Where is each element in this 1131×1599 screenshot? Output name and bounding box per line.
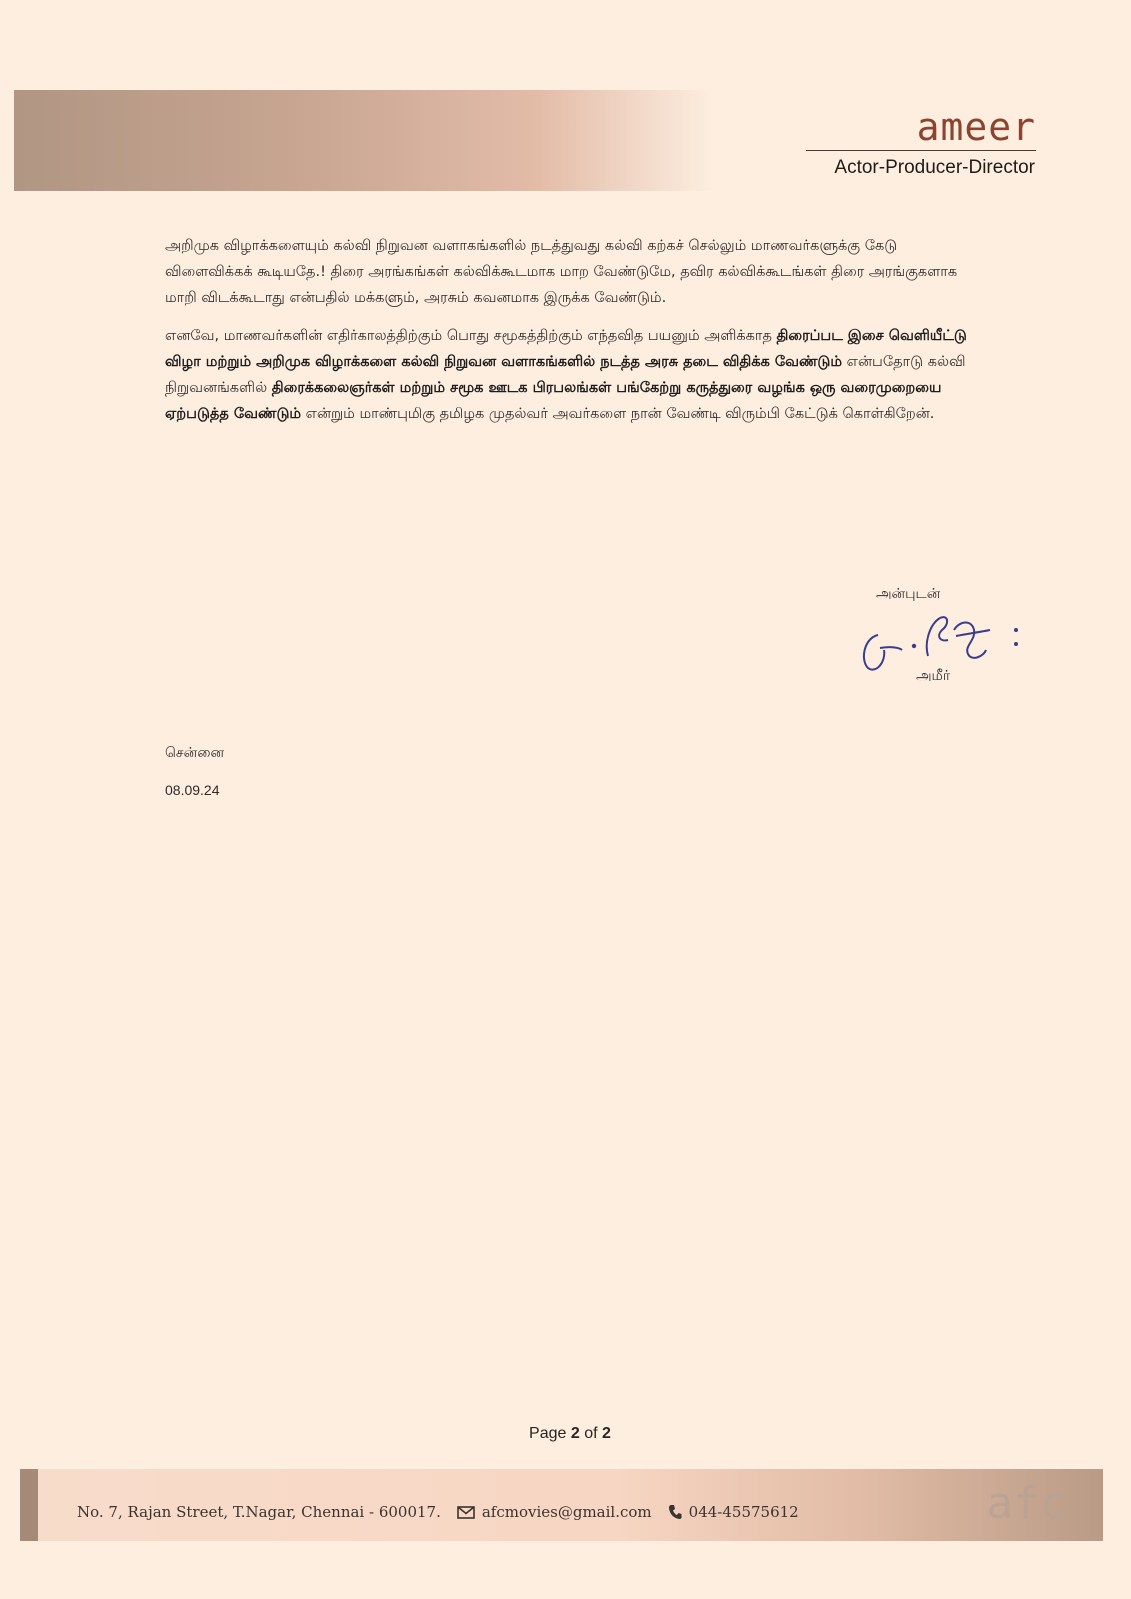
paragraph-2-text: என்பதோடு கல்வி நிறுவனங்களில்: [165, 354, 966, 396]
brand-divider: [806, 150, 1036, 151]
phone-icon: [668, 1504, 682, 1520]
signature: [856, 610, 1046, 685]
paragraph-2-emphasis: திரைக்கலைஞர்கள் மற்றும் சமூக ஊடக பிரபலங்கள் பங்கேற்று கருத்துரை வழங்க ஒரு வரைமுறையை ஏற்படுத்த வேண்டும்: [165, 380, 942, 422]
footer-tab: [20, 1469, 38, 1541]
page-current: 2: [570, 1425, 580, 1442]
footer-phone[interactable]: 044-45575612: [688, 1503, 799, 1521]
date: 08.09.24: [165, 782, 220, 798]
footer-email[interactable]: afcmovies@gmail.com: [481, 1503, 652, 1521]
footer-contact: [77, 1500, 799, 1524]
page-label: Page: [529, 1425, 567, 1442]
page-total: 2: [602, 1425, 611, 1442]
brand-tagline: Actor-Producer-Director: [834, 157, 1035, 178]
envelope-icon: [457, 1506, 475, 1519]
place: சென்னை: [165, 745, 225, 761]
closing-salutation: அன்புடன்: [876, 586, 941, 602]
signer-name: அமீர்: [916, 668, 951, 684]
footer-address: No. 7, Rajan Street, T.Nagar, Chennai - 600017.: [77, 1503, 441, 1521]
header-band: [14, 90, 714, 191]
letter-body: [165, 233, 980, 439]
page-of: of: [584, 1425, 598, 1442]
paragraph-1: அறிமுக விழாக்களையும் கல்வி நிறுவன வளாகங்களில் நடத்துவது கல்வி கற்கச் செல்லும் மாணவர்களுக்கு கேடு விளைவிக்கக் கூடியதே.! திரை அரங்கங்கள் கல்விக்கூடமாக மாற வேண்டுமே, தவிர கல்விக்கூடங்கள் திரை அரங்குகளாக மாறி விடக்கூடாது என்பதில் மக்களும், அரசும் கவனமாக இருக்க வேண்டும்.: [165, 238, 958, 306]
paragraph-2: [165, 323, 980, 427]
footer-logo: afc: [986, 1478, 1066, 1529]
page-number: [490, 1425, 650, 1443]
brand-name: ameer: [916, 105, 1036, 149]
paragraph-2-text: எனவே, மாணவர்களின் எதிர்காலத்திற்கும் பொது சமூகத்திற்கும் எந்தவித பயனும் அளிக்காத: [165, 328, 777, 344]
paragraph-2-text: என்றும் மாண்புமிகு தமிழக முதல்வர் அவர்களை நான் வேண்டி விரும்பி கேட்டுக் கொள்கிறேன்.: [301, 406, 935, 422]
paragraph-2-emphasis: திரைப்பட இசை வெளியீட்டு விழா மற்றும் அறிமுக விழாக்களை கல்வி நிறுவன வளாகங்களில் நடத்த அரசு தடை விதிக்க வேண்டும்: [165, 328, 967, 370]
